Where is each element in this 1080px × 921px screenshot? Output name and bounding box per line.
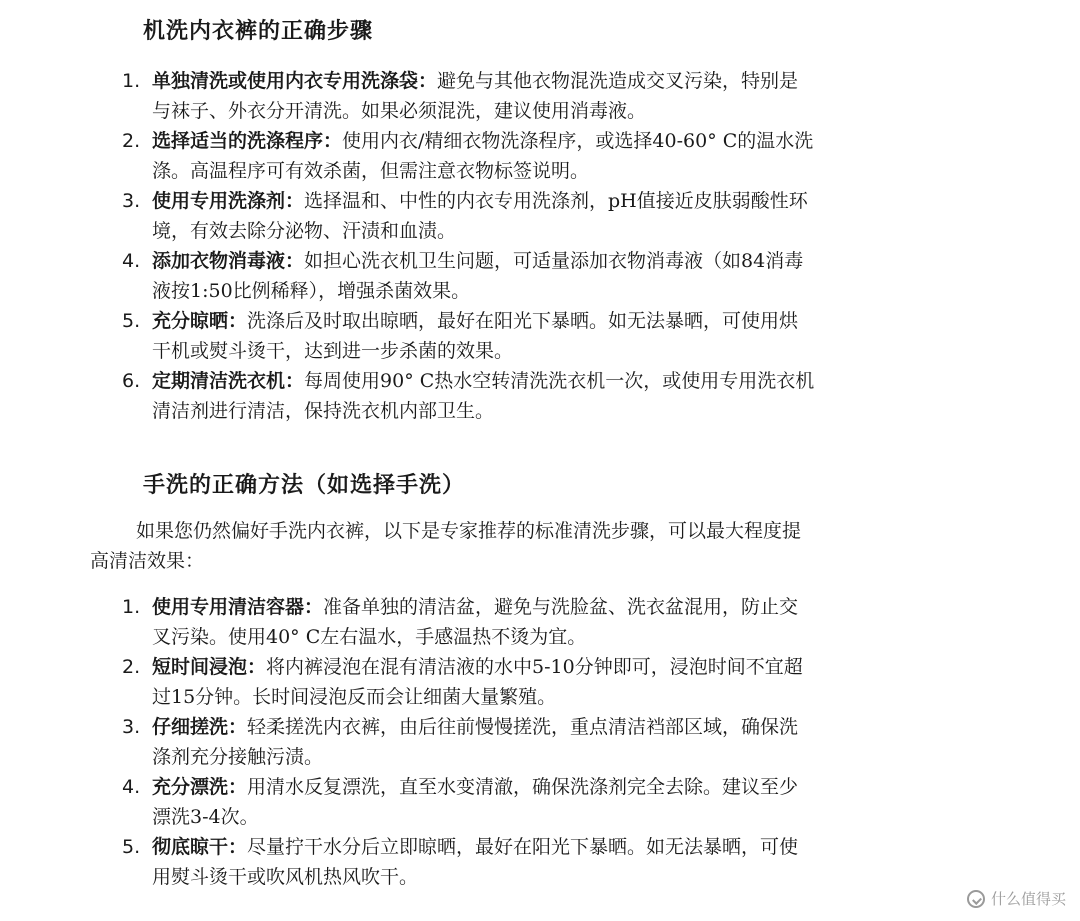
step-text-continued: 漂洗3-4次。 (152, 806, 259, 828)
step-text-continued: 叉污染。使用40° C左右温水，手感温热不烫为宜。 (152, 626, 587, 648)
list-item (122, 832, 962, 892)
step-text-continued: 境，有效去除分泌物、汗渍和血渍。 (152, 220, 457, 242)
intro-text: 如果您仍然偏好手洗内衣裤，以下是专家推荐的标准清洗步骤，可以最大程度提 (136, 520, 802, 542)
step-heading: 定期清洁洗衣机： (152, 370, 305, 392)
watermark-text: 什么值得买 (990, 890, 1066, 908)
step-text: 如担心洗衣机卫生问题，可适量添加衣物消毒液（如84消毒 (304, 250, 804, 272)
hand-wash-intro (90, 516, 960, 576)
step-text-continued: 液按1:50比例稀释），增强杀菌效果。 (152, 280, 471, 302)
step-number: 1. (122, 70, 141, 92)
step-heading: 充分晾晒： (152, 310, 248, 332)
intro-text-continued: 高清洁效果： (90, 550, 205, 572)
list-item (122, 306, 962, 366)
list-item (122, 246, 962, 306)
machine-wash-steps (122, 66, 962, 426)
step-number: 6. (122, 370, 141, 392)
list-item (122, 186, 962, 246)
step-number: 5. (122, 836, 141, 858)
step-number: 4. (122, 250, 141, 272)
hand-wash-steps (122, 592, 962, 892)
step-number: 3. (122, 716, 141, 738)
step-heading: 仔细搓洗： (152, 716, 248, 738)
step-number: 2. (122, 656, 141, 678)
step-heading: 使用专用清洁容器： (152, 596, 324, 618)
step-text-continued: 与袜子、外衣分开清洗。如果必须混洗，建议使用消毒液。 (152, 100, 647, 122)
step-heading: 使用专用洗涤剂： (152, 190, 305, 212)
section-title-machine-wash: 机洗内衣裤的正确步骤 (143, 19, 374, 44)
step-text: 用清水反复漂洗，直至水变清澈，确保洗涤剂完全去除。建议至少 (247, 776, 799, 798)
list-item (122, 772, 962, 832)
step-text: 使用内衣/精细衣物洗涤程序，或选择40-60° C的温水洗 (342, 130, 814, 152)
step-text: 选择温和、中性的内衣专用洗涤剂，pH值接近皮肤弱酸性环 (304, 190, 808, 212)
step-text: 洗涤后及时取出晾晒，最好在阳光下暴晒。如无法暴晒，可使用烘 (247, 310, 799, 332)
step-number: 1. (122, 596, 141, 618)
step-heading: 选择适当的洗涤程序： (152, 130, 343, 152)
list-item (122, 366, 962, 426)
step-text: 每周使用90° C热水空转清洗洗衣机一次，或使用专用洗衣机 (304, 370, 815, 392)
smzdm-logo-icon (967, 890, 985, 908)
step-text: 轻柔搓洗内衣裤，由后往前慢慢搓洗，重点清洁裆部区域，确保洗 (247, 716, 799, 738)
step-text-continued: 清洁剂进行清洁，保持洗衣机内部卫生。 (152, 400, 495, 422)
step-text: 尽量拧干水分后立即晾晒，最好在阳光下暴晒。如无法暴晒，可使 (247, 836, 799, 858)
step-text-continued: 涤剂充分接触污渍。 (152, 746, 324, 768)
list-item (122, 712, 962, 772)
step-number: 4. (122, 776, 141, 798)
step-text-continued: 干机或熨斗烫干，达到进一步杀菌的效果。 (152, 340, 514, 362)
step-text: 避免与其他衣物混洗造成交叉污染，特别是 (437, 70, 799, 92)
step-number: 3. (122, 190, 141, 212)
list-item (122, 126, 962, 186)
step-text-continued: 用熨斗烫干或吹风机热风吹干。 (152, 866, 419, 888)
list-item (122, 592, 962, 652)
step-heading: 单独清洗或使用内衣专用洗涤袋： (152, 70, 438, 92)
list-item (122, 66, 962, 126)
step-number: 5. (122, 310, 141, 332)
step-heading: 充分漂洗： (152, 776, 248, 798)
step-text: 将内裤浸泡在混有清洁液的水中5-10分钟即可，浸泡时间不宜超 (266, 656, 803, 678)
step-number: 2. (122, 130, 141, 152)
watermark (967, 888, 1066, 909)
step-heading: 添加衣物消毒液： (152, 250, 305, 272)
list-item (122, 652, 962, 712)
step-text-continued: 涤。高温程序可有效杀菌，但需注意衣物标签说明。 (152, 160, 590, 182)
step-text: 准备单独的清洁盆，避免与洗脸盆、洗衣盆混用，防止交 (323, 596, 799, 618)
step-heading: 彻底晾干： (152, 836, 248, 858)
step-text-continued: 过15分钟。长时间浸泡反而会让细菌大量繁殖。 (152, 686, 557, 708)
step-heading: 短时间浸泡： (152, 656, 267, 678)
section-title-hand-wash: 手洗的正确方法（如选择手洗） (143, 473, 466, 498)
